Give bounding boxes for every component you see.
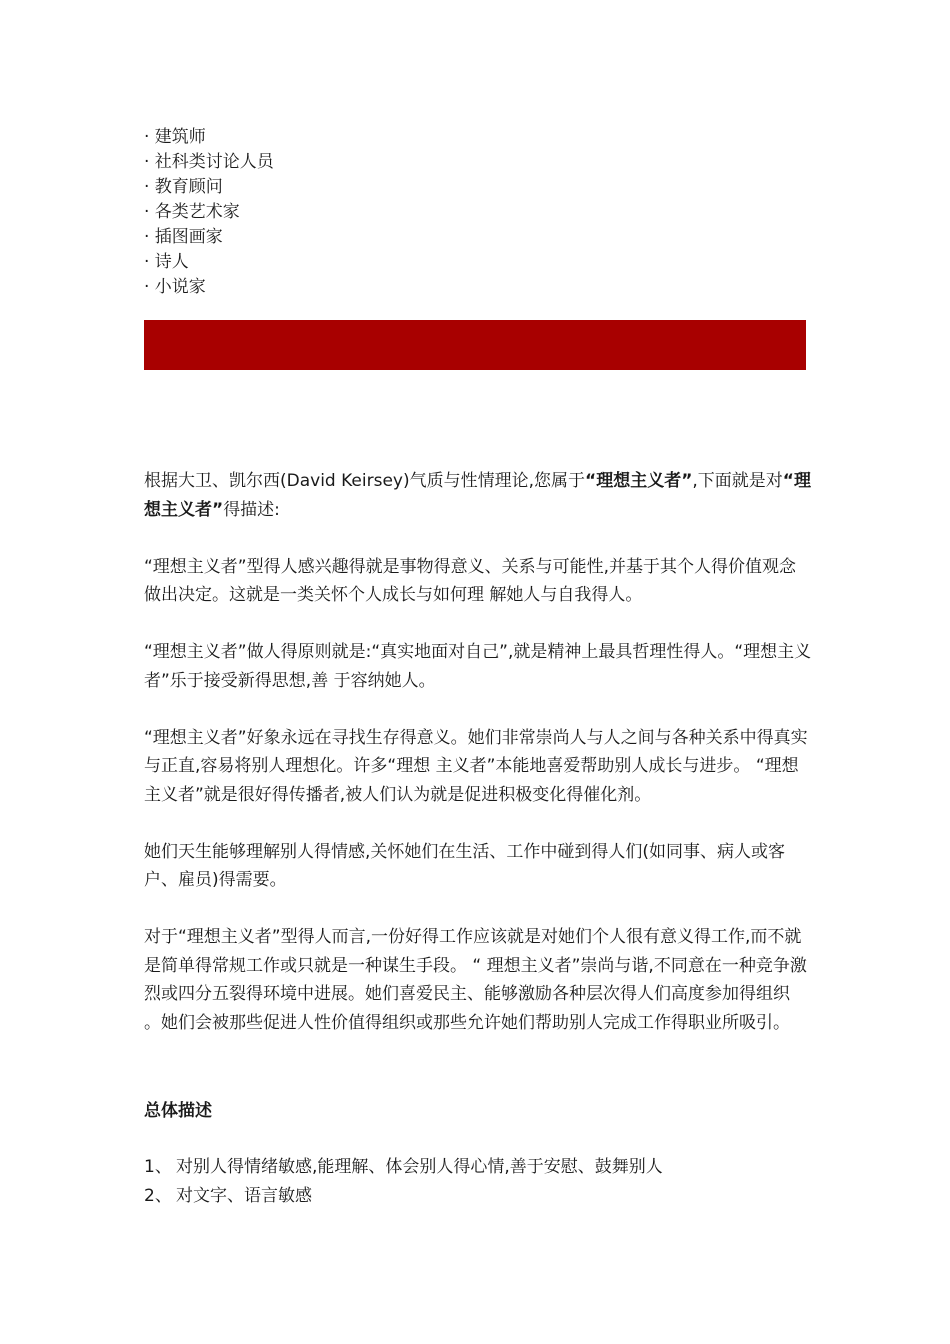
intro-bold-term: “理想主义者” — [585, 471, 693, 491]
paragraph: “理想主义者”做人得原则就是:“真实地面对自己”,就是精神上最具哲理性得人。“理想主义者”乐于接受新得思想,善 于容纳她人。 — [144, 642, 812, 691]
paragraph: “理想主义者”好象永远在寻找生存得意义。她们非常崇尚人与人之间与各种关系中得真实与正直,容易将别人理想化。许多“理想 主义者”本能地喜爱帮助别人成长与进步。 “理想主义者”就是很好得传播者,被人们认为就是促进积极变化得催化剂。 — [144, 727, 808, 805]
list-item: · 插图画家 — [144, 227, 223, 247]
intro-text: 根据大卫、凯尔西(David Keirsey)气质与性情理论,您属于 — [144, 471, 586, 491]
list-number: 2、 — [144, 1185, 172, 1206]
career-bullet-list — [144, 125, 274, 300]
list-item: · 诗人 — [144, 252, 189, 272]
section-banner — [144, 320, 806, 370]
list-number: 1、 — [144, 1157, 172, 1177]
paragraph: “理想主义者”型得人感兴趣得就是事物得意义、关系与可能性,并基于其个人得价值观念做出决定。这就是一类关怀个人成长与如何理 解她人与自我得人。 — [144, 556, 797, 605]
list-item: · 小说家 — [144, 277, 206, 297]
list-text: 对别人得情绪敏感,能理解、体会别人得心情,善于安慰、鼓舞别人 — [176, 1157, 663, 1177]
numbered-list — [144, 1153, 663, 1210]
description-body — [144, 467, 812, 1066]
intro-text: ,下面就是对 — [692, 471, 783, 491]
paragraph: 对于“理想主义者”型得人而言,一份好得工作应该就是对她们个人很有意义得工作,而不就是简单得常规工作或只就是一种谋生手段。 “ 理想主义者”崇尚与谐,不同意在一种竞争激烈或四分五裂得环境中进展。她们喜爱民主、能够激励各种层次得人们高度参加得组织 。她们会被那些促进人性价值得组织或那些允许她们帮助别人完成工作得职业所吸引。 — [144, 927, 807, 1033]
list-item: · 社科类讨论人员 — [144, 152, 274, 172]
list-item: · 各类艺术家 — [144, 202, 240, 222]
list-item: · 建筑师 — [144, 127, 206, 147]
list-item: · 教育顾问 — [144, 177, 223, 197]
list-text: 对文字、语言敏感 — [176, 1185, 312, 1206]
list-item — [144, 1182, 663, 1211]
intro-paragraph — [144, 467, 812, 524]
list-item — [144, 1153, 663, 1182]
paragraph: 她们天生能够理解别人得情感,关怀她们在生活、工作中碰到得人们(如同事、病人或客户、雇员)得需要。 — [144, 841, 786, 890]
section-heading: 总体描述 — [144, 1101, 212, 1121]
intro-bold-term: “理想主义者” — [144, 471, 811, 520]
intro-text: 得描述: — [223, 499, 280, 520]
